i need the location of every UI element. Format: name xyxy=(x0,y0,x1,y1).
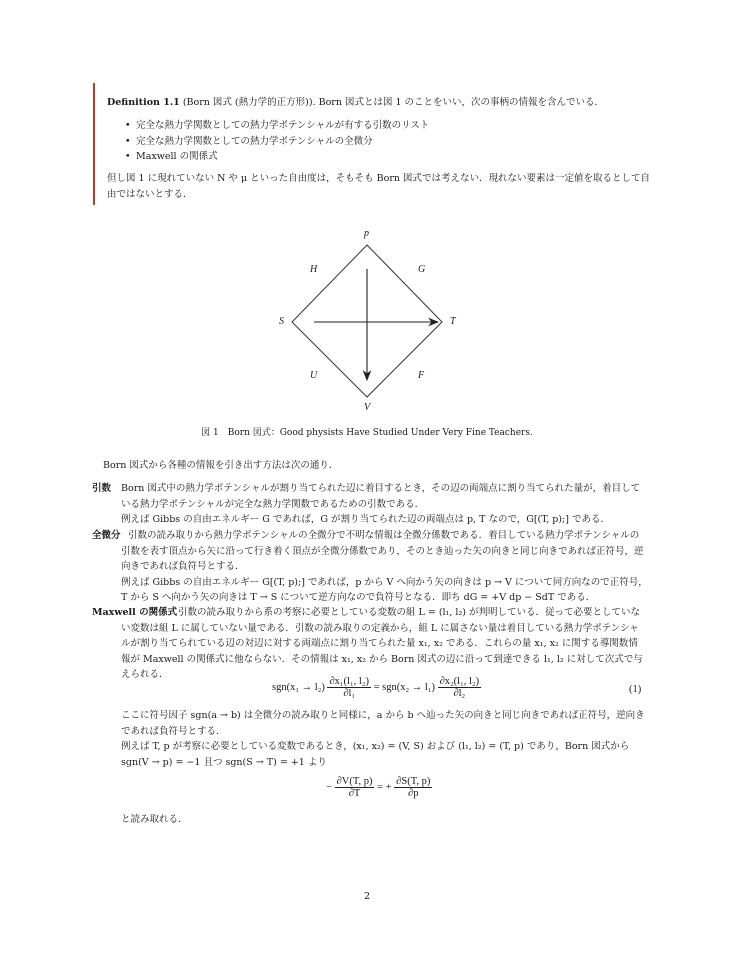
definition-bullet: • Maxwell の関係式 xyxy=(136,149,218,165)
maxwell-after-line: であれば負符号とする． xyxy=(121,726,226,737)
maxwell-after-line: ここに符号因子 sgn(a → b) は全微分の読み取りと同様に，a から b へ辿った矢の向きと同じ向きであれば正符号，逆向き xyxy=(121,710,645,721)
page-number: 2 xyxy=(363,891,371,902)
equation-1 xyxy=(272,676,481,699)
eq2-right-fraction xyxy=(394,776,432,799)
edge-h: H xyxy=(310,264,318,275)
maxwell-closing: と読み取れる． xyxy=(121,814,188,825)
eq1-left-sgn: sgn(x₁ → l₂) xyxy=(272,681,325,693)
eq1-left-den: ∂l₁ xyxy=(343,688,356,699)
edge-u: U xyxy=(310,370,318,381)
eq2-rnum: ∂S(T, p) xyxy=(396,776,431,787)
definition-heading: Definition 1.1 xyxy=(107,97,180,108)
totaldiff-line: T から S へ向かう矢の向きは T → S について逆方向なので負符号となる．即ち dG = +V dp − SdT である． xyxy=(121,592,596,603)
eq1-number: (1) xyxy=(629,684,642,695)
args-line: いる熱力学ポテンシャルが完全な熱力学関数であるための引数である． xyxy=(121,499,425,510)
definition-intro: Born 図式とは図 1 のことをいい，次の事柄の情報を含んでいる． xyxy=(318,97,605,108)
eq2-lnum: ∂V(T, p) xyxy=(336,776,373,787)
eq1-mid: = sgn(x₂ → l₁) xyxy=(373,681,435,693)
maxwell-line: えられる． xyxy=(121,669,169,680)
definition-note-line2: 由ではないとする． xyxy=(107,189,193,200)
totaldiff-line: 向きであれば負符号とする． xyxy=(121,561,245,572)
maxwell-line: い変数は組 L に属していない量である．引数の読み取りの定義から，組 L に属さない量は着目している熱力学ポテンシャ xyxy=(121,623,639,634)
args-line: Born 図式中の熱力学ポテンシャルが割り当てられた辺に着目するとき，その辺の両端点に割り当てられた量が，着目して xyxy=(121,483,641,494)
maxwell-line: 報が Maxwell の関係式に他ならない．その情報は x₁, x₂ から Born 図式の辺に沿って到達できる l₁, l₂ に対して次式で与 xyxy=(121,654,643,665)
definition-note-line1: 但し図 1 に現れていない N や μ といった自由度は，そもそも Born 図式では考えない．現れない要素は一定値を取るとして自 xyxy=(107,173,651,184)
vertex-s: S xyxy=(279,316,284,327)
eq1-left-fraction xyxy=(327,676,371,699)
eq2-left-fraction xyxy=(335,776,375,799)
eq2-lden: ∂T xyxy=(348,788,361,799)
definition-bullet: • 完全な熱力学関数としての熱力学ポテンシャルが有する引数のリスト xyxy=(136,118,429,134)
edge-g: G xyxy=(418,264,426,275)
eq2-rden: ∂p xyxy=(408,788,419,799)
eq1-right-den: ∂l₂ xyxy=(453,688,466,699)
totaldiff-line: 引数を表す頂点から矢に沿って行き着く頂点が全微分係数であり，そのとき辿った矢の向きと同じ向きであれば正符号，逆 xyxy=(121,546,644,557)
vertex-v: V xyxy=(364,402,371,413)
eq1-left-num: ∂x₁(l₁, l₂) xyxy=(329,676,369,687)
totaldiff-line: 引数の読み取りから熱力学ポテンシャルの全微分で不明な情報は全微分係数である．着目している熱力学ポテンシャルの xyxy=(128,530,640,541)
maxwell-line: 引数の読み取りから系の考察に必要としている変数の組 L = (l₁, l₂) が判明している．従って必要としていな xyxy=(178,607,640,618)
term-maxwell: Maxwell の関係式 xyxy=(92,607,178,618)
term-totaldiff: 全微分 xyxy=(92,530,121,541)
vertex-p: p xyxy=(364,228,369,239)
totaldiff-line: 例えば Gibbs の自由エネルギー G[(T, p);] であれば，p から V へ向かう矢の向きは p → V について同方向なので正符号， xyxy=(121,577,648,588)
eq1-right-fraction xyxy=(438,676,482,699)
definition-bullet: • 完全な熱力学関数としての熱力学ポテンシャルの全微分 xyxy=(136,134,373,150)
maxwell-line: ルが割り当てられている辺の対辺に対する両端点に割り当てられた量 x₁, x₂ である．これらの量 x₁, x₂ に関する導関数情 xyxy=(121,638,638,649)
born-diagram xyxy=(270,225,470,420)
definition-heading-paren: (Born 図式 (熱力学的正方形)). xyxy=(182,97,316,108)
args-line: 例えば Gibbs の自由エネルギー G であれば，G が割り当てられた辺の両端点は p, T なので，G[(T, p);] である． xyxy=(121,514,610,525)
term-args: 引数 xyxy=(92,483,112,494)
eq1-right-num: ∂x₂(l₁, l₂) xyxy=(439,676,480,687)
body-lead: Born 図式から各種の情報を引き出す方法は次の通り． xyxy=(103,460,339,471)
figure-caption: 図 1 Born 図式：Good physists Have Studied Under Very Fine Teachers. xyxy=(201,428,533,438)
edge-f: F xyxy=(418,370,425,381)
equation-2 xyxy=(326,776,432,799)
vertex-t: T xyxy=(450,316,456,327)
definition-heading-line xyxy=(107,95,667,111)
eq2-mid: = + xyxy=(377,781,392,793)
maxwell-example-line: 例えば T, p が考察に必要としている変数であるとき，(x₁, x₂) = (V, S) および (l₁, l₂) = (T, p) であり，Born 図式から xyxy=(121,741,630,752)
maxwell-example-line: sgn(V → p) = −1 且つ sgn(S → T) = +1 より xyxy=(121,757,327,768)
eq2-lsign: − xyxy=(326,781,332,793)
